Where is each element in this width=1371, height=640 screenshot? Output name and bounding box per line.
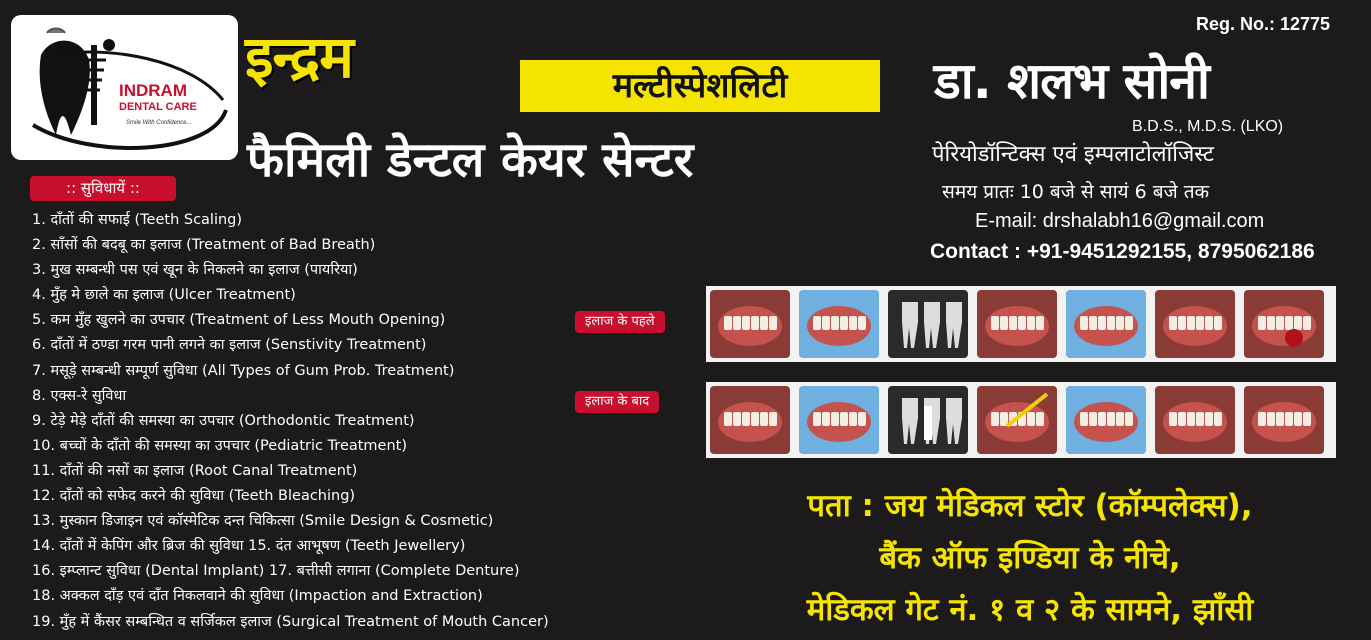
multispeciality-banner: मल्टीस्पेशलिटी (520, 60, 880, 112)
after-treatment-badge: इलाज के बाद (575, 391, 659, 413)
address-line: मेडिकल गेट नं. १ व २ के सामने, झाँसी (806, 592, 1254, 628)
service-item: 9. टेड़े मेड़े दाँतों की समस्या का उपचार (Orthodontic Treatment) (32, 412, 415, 429)
before-treatment-badge: इलाज के पहले (575, 311, 665, 333)
service-item: 14. दाँतों में केपिंग और ब्रिज की सुविधा 15. दंत आभूषण (Teeth Jewellery) (32, 538, 466, 555)
doctor-specialty: पेरियोडॉन्टिक्स एवं इम्पलाटोलॉजिस्ट (932, 142, 1214, 167)
services-header: :: सुविधायें :: (30, 176, 176, 201)
service-item: 4. मुँह मे छाले का इलाज (Ulcer Treatment) (32, 287, 296, 304)
service-item: 11. दाँतों की नसों का इलाज (Root Canal Treatment) (32, 462, 358, 479)
address-line: पता : जय मेडिकल स्टोर (कॉम्पलेक्स), (807, 488, 1253, 524)
retractor-photo (799, 386, 879, 454)
surgery-photo (1244, 290, 1324, 358)
implant-xray-photo (888, 386, 968, 454)
service-item: 3. मुख सम्बन्धी पस एवं खून के निकलने का इलाज (पायरिया) (32, 262, 358, 279)
address-block (700, 480, 1360, 636)
gum-photo (977, 290, 1057, 358)
logo-subtitle: DENTAL CARE (119, 101, 197, 113)
after-photo-strip (706, 382, 1336, 458)
services-list (32, 208, 549, 635)
logo-brand: INDRAM (119, 81, 187, 100)
email-text: E-mail: drshalabh16@gmail.com (975, 210, 1265, 232)
retractor-photo (1066, 290, 1146, 358)
clinic-logo (11, 15, 238, 160)
teeth-photo (1155, 386, 1235, 454)
service-item: 5. कम मुँह खुलने का उपचार (Treatment of Less Mouth Opening) (32, 312, 446, 329)
retractor-photo (799, 290, 879, 358)
service-item: 7. मसूड़े सम्बन्धी सम्पूर्ण सुविधा (All Types of Gum Prob. Treatment) (32, 362, 455, 379)
service-item: 18. अक्कल दाँड़ एवं दाँत निकलवाने की सुविधा (Impaction and Extraction) (32, 588, 483, 605)
service-item: 6. दाँतों में ठण्डा गरम पानी लगने का इलाज (Senstivity Treatment) (32, 337, 427, 354)
service-item: 8. एक्स-रे सुविधा (32, 387, 127, 404)
doctor-degree: B.D.S., M.D.S. (LKO) (1132, 118, 1284, 135)
registration-number: Reg. No.: 12775 (1196, 14, 1331, 34)
xray-photo (888, 290, 968, 358)
service-item: 1. दाँतों की सफाई (Teeth Scaling) (32, 212, 243, 228)
brush-photo (977, 386, 1057, 454)
teeth-photo (1244, 386, 1324, 454)
clinic-timing: समय प्रातः 10 बजे से सायं 6 बजे तक (942, 181, 1210, 203)
clinic-name: इन्द्रम (245, 23, 353, 91)
service-item: 2. साँसों की बदबू का इलाज (Treatment of Bad Breath) (32, 237, 376, 254)
service-item: 19. मुँह में कैंसर सम्बन्धित व सर्जिकल इलाज (Surgical Treatment of Mouth Cancer) (32, 613, 549, 630)
smile-photo (710, 386, 790, 454)
logo-tagline: Smile With Confidence... (126, 120, 192, 126)
clinic-subtitle: फैमिली डेन्टल केयर सेन्टर (247, 132, 694, 188)
teeth-photo (1155, 290, 1235, 358)
service-item: 13. मुस्कान डिजाइन एवं कॉस्मेटिक दन्त चिकित्सा (Smile Design & Cosmetic) (32, 513, 494, 530)
service-item: 16. इम्प्लान्ट सुविधा (Dental Implant) 17. बत्तीसी लगाना (Complete Denture) (32, 563, 520, 580)
doctor-name: डा. शलभ सोनी (934, 52, 1210, 110)
before-photo-strip (706, 286, 1336, 362)
service-item: 12. दाँतों को सफेद करने की सुविधा (Teeth Bleaching) (32, 488, 356, 505)
contact-numbers: Contact : +91-9451292155, 8795062186 (930, 240, 1315, 263)
service-item: 10. बच्चों के दाँतो की समस्या का उपचार (Pediatric Treatment) (32, 437, 408, 454)
address-line: बैंक ऑफ इण्डिया के नीचे, (879, 540, 1181, 576)
retractor-photo (1066, 386, 1146, 454)
teeth-photo (710, 290, 790, 358)
